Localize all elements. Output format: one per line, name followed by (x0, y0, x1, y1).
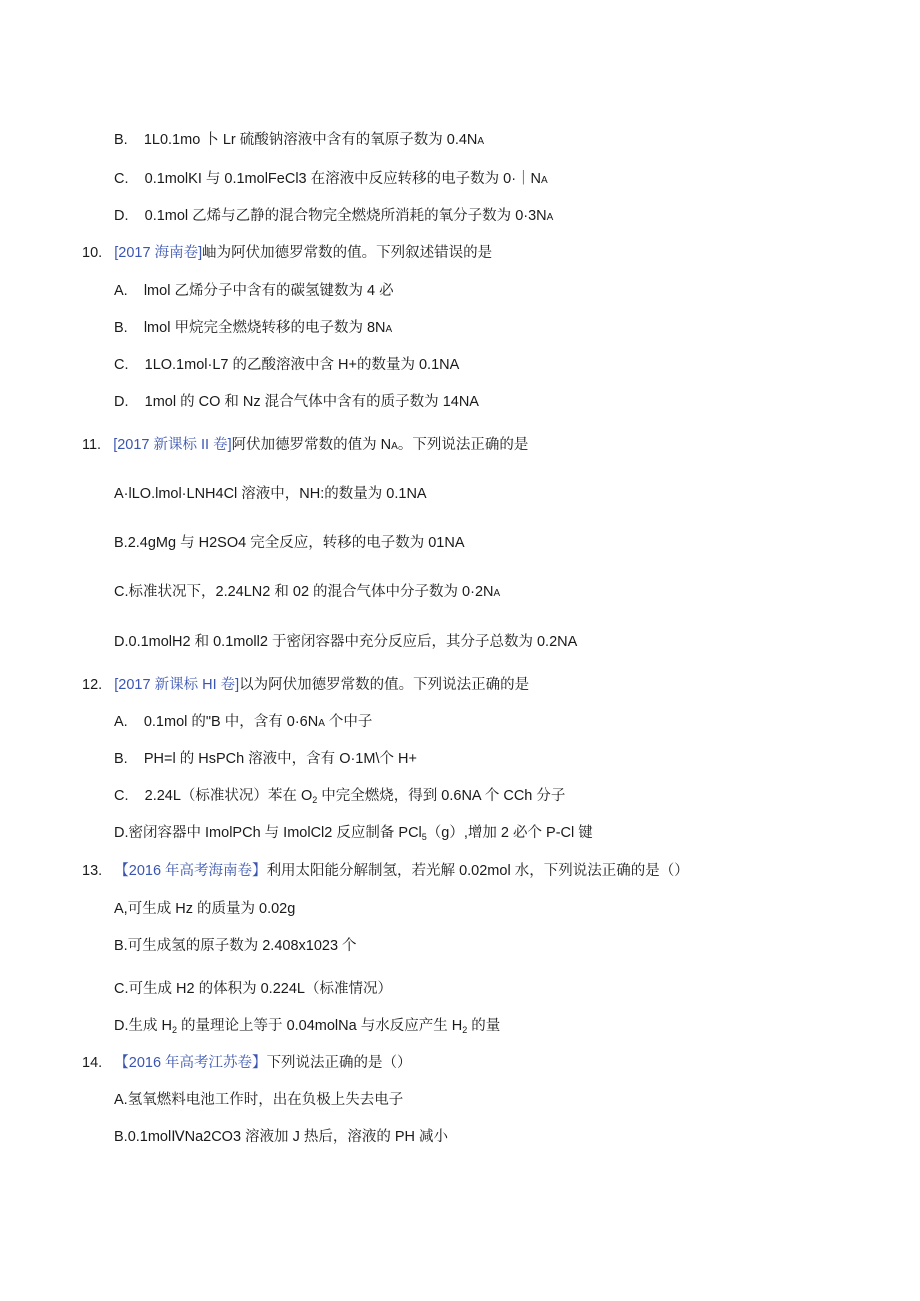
q11-option-d: D.0.1molH2 和 0.1moll2 于密闭容器中充分反应后，其分子总数为 0.2NA (114, 634, 578, 650)
question-source: [2017 新课标 HI 卷] (114, 677, 240, 693)
question-source: [2017 海南卷] (114, 245, 203, 261)
q10-stem (82, 243, 492, 263)
q14-stem (82, 1053, 412, 1073)
option-letter: B. (114, 320, 128, 336)
option-text: PH=l 的 HsPCh 溶液中，含有 O·1M\个 H+ (143, 751, 417, 767)
q14-option-a: A.氢氧燃料电池工作时，出在负极上失去电子 (114, 1092, 404, 1108)
question-stem: 以为阿伏加德罗常数的值。下列说法正确的是 (239, 677, 530, 693)
option-text: 0.1molKI 与 0.1molFeCl3 在溶液中反应转移的电子数为 0·｜N (144, 171, 542, 187)
q11-option-a: A·lLO.lmol·LNH4Cl 溶液中，NH:的数量为 0.1NA (114, 486, 427, 502)
q14-option-b: B.0.1molⅣNa2CO3 溶液加 J 热后，溶液的 PH 减小 (114, 1129, 449, 1145)
question-stem: 利用太阳能分解制氢，若光解 0.02mol 水，下列说法正确的是（） (266, 863, 689, 879)
q12-option-c (114, 786, 565, 806)
option-subscript: A (318, 718, 325, 729)
question-number: 12. (82, 677, 103, 693)
q9-option-d (114, 206, 553, 228)
q10-option-a (114, 281, 394, 301)
question-number: 11. (82, 437, 102, 453)
option-text: 1mol 的 CO 和 Nz 混合气体中含有的质子数为 14NA (144, 394, 479, 410)
q11-option-b: B.2.4gMg 与 H2SO4 完全反应，转移的电子数为 01NA (114, 535, 465, 551)
q13-option-b: B.可生成氢的原子数为 2.408x1023 个 (114, 938, 357, 954)
q9-option-b (114, 130, 484, 152)
question-stem: 下列说法正确的是（） (266, 1055, 412, 1071)
question-stem: 岫为阿伏加德罗常数的值。下列叙述错误的是 (202, 245, 493, 261)
option-text: D.密闭容器中 ImolPCh 与 ImolCl2 反应制备 PCl (114, 825, 422, 841)
question-source: 【2016 年高考江苏卷】 (114, 1055, 267, 1071)
option-subscript: 2 (172, 1025, 178, 1035)
q11-stem (82, 435, 528, 457)
q9-option-c (114, 169, 548, 191)
option-letter: B. (114, 751, 128, 767)
option-text: 1L0.1mo 卜 Lr 硫酸钠溶液中含有的氧原子数为 0.4N (143, 132, 478, 148)
option-text-end: （g）,增加 2 必个 P-Cl 键 (426, 825, 593, 841)
q12-stem (82, 675, 529, 695)
option-text-end: 个中子 (324, 714, 373, 730)
option-letter: A. (114, 283, 128, 299)
option-subscript: A (477, 136, 485, 147)
q13-option-a: A,可生成 Hz 的质量为 0.02g (114, 901, 296, 917)
q10-option-c (114, 355, 459, 375)
question-source: [2017 新课标 II 卷] (113, 437, 232, 453)
option-subscript: 5 (421, 832, 427, 842)
option-subscript: 2 (312, 795, 318, 805)
option-letter: A. (114, 714, 128, 730)
question-stem: 阿伏加德罗常数的值为 N (231, 437, 392, 453)
q11-option-c (114, 582, 500, 604)
option-text: 0.1mol 乙烯与乙静的混合物完全燃烧所消耗的氧分子数为 0·3N (144, 208, 547, 224)
option-text: 1LO.1mol·L7 的乙酸溶液中含 H+的数量为 0.1NA (144, 357, 460, 373)
q10-option-d (114, 392, 479, 412)
option-text: D.生成 H (114, 1018, 172, 1034)
question-source: 【2016 年高考海南卷】 (114, 863, 267, 879)
option-text: 0.1mol 的"B 中，含有 0·6N (143, 714, 319, 730)
q12-option-b (114, 749, 417, 769)
question-number: 10. (82, 245, 103, 261)
option-letter: D. (114, 208, 129, 224)
q12-option-d (114, 823, 593, 843)
option-subscript: A (385, 324, 393, 335)
option-subscript: A (493, 588, 501, 599)
q13-stem (82, 861, 689, 881)
q10-option-b (114, 318, 392, 340)
option-text-mid: 的量理论上等于 0.04molNa 与水反应产生 H (177, 1018, 463, 1034)
q13-option-c: C.可生成 H2 的体积为 0.224L（标准情况） (114, 981, 392, 997)
option-subscript: 2 (462, 1025, 468, 1035)
option-subscript: A (541, 175, 548, 186)
option-letter: C. (114, 357, 129, 373)
option-letter: D. (114, 394, 129, 410)
option-letter: C. (114, 788, 129, 804)
option-text: 2.24L（标准状况）苯在 O (144, 788, 313, 804)
option-subscript: A (546, 212, 554, 223)
option-text: lmol 甲烷完全燃烧转移的电子数为 8N (143, 320, 386, 336)
option-text-end: 的量 (467, 1018, 501, 1034)
option-text: C.标准状况下，2.24LN2 和 02 的混合气体中分子数为 0·2N (114, 584, 494, 600)
question-number: 13. (82, 863, 103, 879)
stem-subscript: A (391, 441, 398, 452)
option-letter: B. (114, 132, 128, 148)
q12-option-a (114, 712, 372, 734)
option-letter: C. (114, 171, 129, 187)
q13-option-d (114, 1016, 500, 1036)
question-number: 14. (82, 1055, 103, 1071)
question-stem-end: 。下列说法正确的是 (397, 437, 529, 453)
option-text: lmol 乙烯分子中含有的碳氢键数为 4 必 (143, 283, 394, 299)
option-text-end: 中完全燃烧，得到 0.6NA 个 CCh 分子 (317, 788, 566, 804)
